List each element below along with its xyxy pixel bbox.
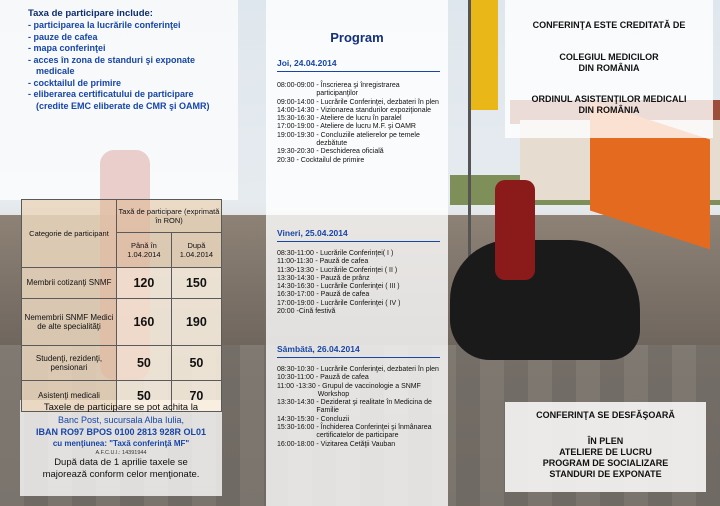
row-before: 120 [117, 268, 172, 299]
day-heading: Sâmbătă, 26.04.2014 [277, 344, 360, 354]
row-after: 70 [171, 381, 221, 412]
schedule-activity: - Lucrările Conferinţei, dezbateri în plen [316, 366, 439, 373]
schedule-time: 10:30-11:00 [277, 374, 314, 382]
schedule-row [277, 258, 442, 266]
schedule-activity: - Ateliere de lucru în paralel [316, 115, 402, 123]
schedule-time: 11:00 -13:30 [277, 382, 316, 390]
schedule-time: 11:30-13:30 [277, 266, 314, 274]
schedule-row [277, 374, 442, 382]
fees-item: (credite EMC eliberate de CMR şi OAMR) [36, 100, 210, 111]
program-title: Program [330, 30, 384, 45]
accreditation-body: DIN ROMÂNIA [578, 105, 640, 115]
schedule-activity: - Lucrările Conferinţei( I ) [315, 250, 394, 257]
schedule-row [277, 441, 442, 449]
row-category: Studenţi, rezidenţi, pensionari [22, 346, 117, 381]
payment-line: Taxele de participare se pot achita la [43, 402, 199, 413]
header-after: După 1.04.2014 [171, 233, 221, 268]
payment-iban: IBAN RO97 BPOS 0100 2813 928R OL01 [35, 427, 207, 437]
yellow-flag [470, 0, 498, 110]
schedule-row [277, 383, 442, 400]
payment-note: majorează conform celor menţionate. [42, 469, 200, 480]
schedule-row [277, 291, 442, 299]
schedule-row [277, 157, 442, 165]
payment-info [20, 400, 222, 481]
payment-note: După data de 1 aprilie taxele se [54, 457, 188, 468]
fees-item: - acces în zona de standuri şi exponate [28, 54, 196, 65]
schedule-row [277, 424, 442, 441]
fees-item: - eliberarea certificatului de participare [28, 89, 194, 99]
fees-item: - participarea la lucrările conferinţei [28, 20, 181, 30]
accreditation-body: COLEGIUL MEDICILOR [559, 52, 659, 62]
schedule-row [277, 115, 442, 123]
header-category: Categorie de participant [22, 200, 117, 268]
table-row [22, 299, 222, 346]
schedule-row [277, 267, 442, 275]
day-heading: Vineri, 25.04.2014 [277, 228, 348, 238]
schedule-row [277, 82, 442, 99]
payment-mention: cu menţiunea: "Taxă conferinţă MF" [52, 439, 190, 448]
schedule-time: 09:00-14:00 [277, 98, 315, 106]
schedule-time: 14:00-14:30 [277, 106, 315, 114]
schedule-row [277, 399, 442, 416]
schedule-activity: - Concluzii [316, 415, 350, 423]
row-before: 50 [117, 381, 172, 412]
schedule-time: 17:00-19:00 [277, 123, 315, 131]
fee-table [21, 199, 222, 412]
schedule-activity: - Grupul de vaccinologie a SNMF Workshop [317, 382, 421, 398]
schedule-row [277, 366, 442, 374]
fees-list [28, 20, 210, 112]
schedule-activity: - Lucrările Conferinţei ( II ) [315, 266, 398, 274]
header-fee: Taxă de participare (exprimată în RON) [117, 200, 222, 233]
schedule-activity: - Pauză de cafea [316, 291, 370, 299]
schedule-row [277, 123, 442, 131]
format-item: STANDURI DE EXPONATE [549, 469, 662, 479]
schedule-time: 08:00-09:00 [277, 82, 315, 89]
table-row [22, 268, 222, 299]
row-category: Nemembrii SNMF Medici de alte specialităţi [22, 299, 117, 346]
schedule-row [277, 148, 442, 156]
fees-title: Taxa de participare include: [28, 8, 153, 19]
schedule-row [277, 250, 442, 258]
schedule-activity: - Vizitarea Cetăţii Vauban [316, 440, 396, 448]
row-after: 150 [171, 268, 221, 299]
schedule-activity: - Lucrările Conferinţei ( IV ) [316, 299, 401, 307]
horse [450, 240, 640, 360]
schedule-activity: - Vizionarea standurilor expoziţionale [316, 106, 432, 114]
schedule-activity: - Deziderat şi realitate în Medicina de Familie [316, 399, 432, 415]
schedule-activity: - Lucrările Conferinţei, dezbateri în plen [316, 98, 439, 106]
schedule-time: 16:30-17:00 [277, 291, 315, 299]
schedule-activity: - Lucrările Conferinţei ( III ) [316, 283, 400, 291]
accreditation-body: ORDINUL ASISTENŢILOR MEDICALI [531, 94, 687, 104]
schedule-row [277, 283, 442, 291]
day-schedule [277, 366, 442, 449]
schedule-activity: - Închiderea Conferinţei şi înmânarea certificatelor de participare [316, 424, 432, 440]
schedule-row [277, 99, 442, 107]
schedule-row [277, 275, 442, 283]
accreditation-body: DIN ROMÂNIA [578, 63, 640, 73]
schedule-activity: - Pauză de cafea [315, 374, 369, 382]
schedule-time: 13:30-14:30 [277, 399, 315, 407]
schedule-row [277, 132, 442, 149]
schedule-activity: - Înscrierea şi înregistrarea participanţilor [316, 82, 400, 98]
schedule-time: 14:30-15:30 [277, 415, 315, 423]
fees-item: medicale [36, 66, 75, 76]
schedule-time: 13:30-14:30 [277, 274, 315, 282]
schedule-time: 20:30 [277, 156, 295, 164]
schedule-activity: -Cină festivă [296, 308, 336, 316]
schedule-time: 16:00-18:00 [277, 440, 315, 448]
row-before: 160 [117, 299, 172, 346]
schedule-row [277, 416, 442, 424]
header-before: Până în 1.04.2014 [117, 233, 172, 268]
row-category: Membrii cotizanţi SNMF [22, 268, 117, 299]
rider [495, 180, 535, 280]
fees-item: - pauze de cafea [28, 31, 98, 42]
schedule-activity: - Concluziile atelierelor pe temele dezbătute [316, 131, 420, 148]
payment-fiscal-code: A.F.C.U.I.: 14391944 [95, 450, 147, 456]
schedule-time: 14:30-16:30 [277, 283, 315, 291]
schedule-activity: - Pauză de cafea [315, 258, 369, 266]
fees-item: - cocktailul de primire [28, 77, 122, 88]
schedule-time: 17:00-19:00 [277, 299, 315, 307]
row-before: 50 [117, 346, 172, 381]
schedule-time: 15:30-16:30 [277, 115, 315, 123]
row-category: Asistenţi medicali [22, 381, 117, 412]
format-item: PROGRAM DE SOCIALIZARE [542, 458, 669, 468]
schedule-row [277, 308, 442, 316]
schedule-time: 20:00 [277, 308, 295, 316]
schedule-row [277, 107, 442, 115]
format-item: ATELIERE DE LUCRU [559, 447, 652, 457]
table-row [22, 346, 222, 381]
flag-pole [468, 0, 471, 260]
schedule-row [277, 300, 442, 308]
schedule-activity: - Ateliere de lucru M.F. şi OAMR [316, 123, 416, 131]
schedule-time: 19:30-20:30 [277, 148, 315, 156]
day-divider [277, 241, 440, 242]
day-divider [277, 71, 440, 72]
schedule-time: 08:30-10:30 [277, 366, 315, 373]
row-after: 50 [171, 346, 221, 381]
payment-bank: Banc Post, sucursala Alba Iulia, [57, 415, 185, 425]
schedule-activity: - Cocktailul de primire [296, 156, 365, 164]
schedule-time: 11:00-11:30 [277, 258, 314, 266]
format-heading: CONFERINŢA SE DESFĂŞOARĂ [536, 410, 675, 420]
format-item: ÎN PLEN [587, 436, 624, 446]
day-heading: Joi, 24.04.2014 [277, 58, 337, 68]
schedule-time: 08:30-11:00 [277, 250, 314, 257]
schedule-time: 15:30-16:00 [277, 424, 315, 432]
schedule-activity: - Deschiderea oficială [316, 148, 384, 156]
schedule-activity: - Pauză de prânz [316, 274, 370, 282]
row-after: 190 [171, 299, 221, 346]
day-schedule [277, 250, 442, 316]
day-divider [277, 357, 440, 358]
day-schedule [277, 82, 442, 165]
schedule-time: 19:00-19:30 [277, 131, 315, 139]
accreditation-heading: CONFERINŢA ESTE CREDITATĂ DE [532, 20, 686, 30]
fees-item: - mapa conferinţei [28, 43, 106, 53]
